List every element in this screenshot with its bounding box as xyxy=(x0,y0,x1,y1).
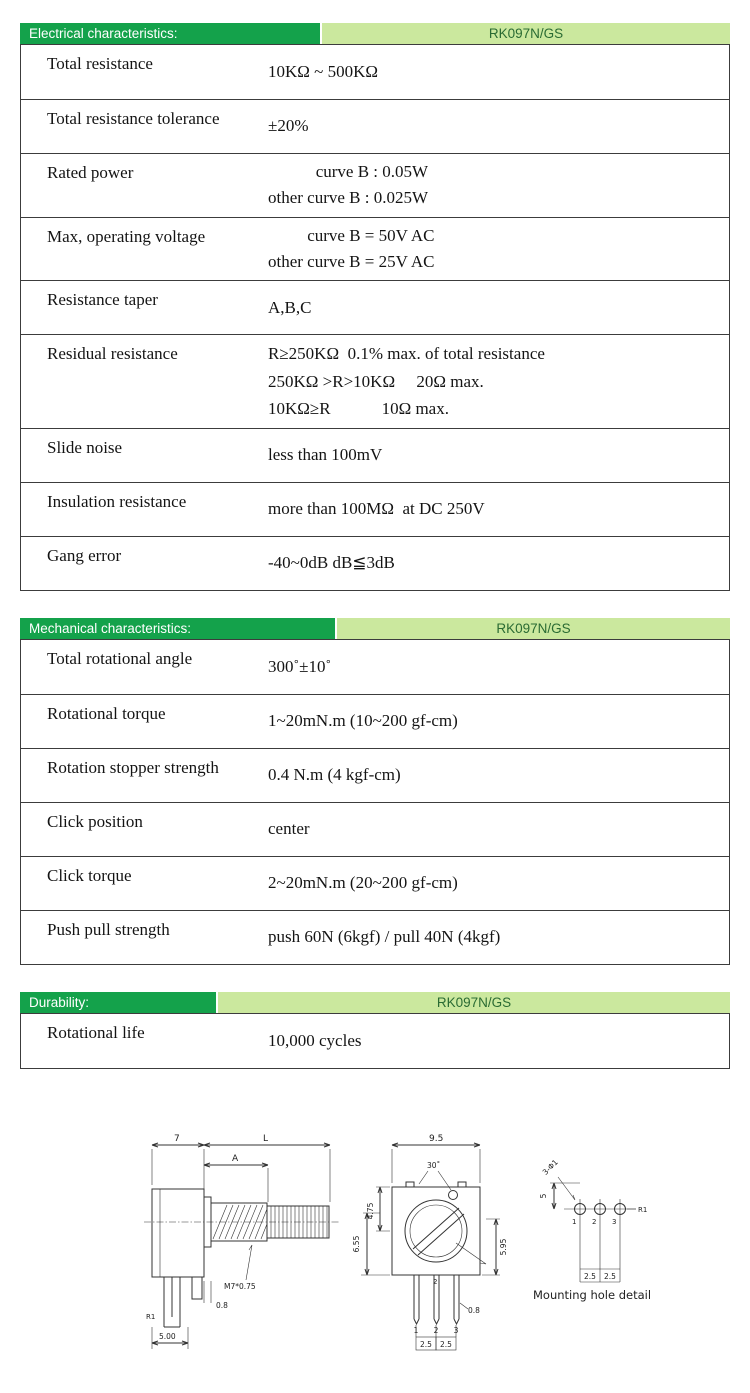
row-value-line: 10KΩ ~ 500KΩ xyxy=(268,61,379,81)
section-header xyxy=(20,992,730,1013)
row-label: Rotational life xyxy=(47,1022,145,1042)
row-value xyxy=(266,483,729,536)
mechanical-section xyxy=(20,618,730,965)
row-value-group xyxy=(268,442,382,468)
row-value xyxy=(266,335,729,428)
row-label: Rated power xyxy=(47,163,134,182)
row-label: Click position xyxy=(47,811,143,831)
row-label: Slide noise xyxy=(47,437,123,457)
table-row xyxy=(21,428,729,482)
pin-number-3-detail: 3 xyxy=(612,1217,617,1226)
pin-number-1-front: 1 xyxy=(413,1325,419,1335)
angle-label-30: 30˚ xyxy=(427,1160,441,1170)
pin-number-1-detail: 1 xyxy=(572,1217,577,1226)
row-value-line: 2~20mN.m (20~200 gf-cm) xyxy=(268,873,458,893)
r1-label-detail: R1 xyxy=(638,1205,648,1214)
row-value-group xyxy=(268,159,428,212)
row-label: Total resistance xyxy=(47,54,153,73)
section-title: Electrical characteristics: xyxy=(20,23,320,44)
row-label: Click torque xyxy=(47,865,132,885)
row-value xyxy=(266,911,729,964)
durability-section xyxy=(20,992,730,1069)
row-value-group xyxy=(268,550,395,576)
row-value-line: A,B,C xyxy=(268,297,312,317)
pin-number-2-detail: 2 xyxy=(592,1217,597,1226)
row-value-group xyxy=(268,340,545,423)
pitch-label-1-front: 2.5 xyxy=(420,1339,432,1349)
technical-drawing xyxy=(40,1121,750,1393)
row-value xyxy=(266,749,729,802)
row-label: Total resistance tolerance xyxy=(47,109,220,128)
side-view xyxy=(144,1134,340,1349)
row-value xyxy=(266,537,729,590)
row-label: Residual resistance xyxy=(47,344,178,364)
drawing-caption: Mounting hole detail xyxy=(533,1287,652,1302)
row-value-group xyxy=(268,708,458,734)
row-value-line: 10KΩ≥R 10Ω max. xyxy=(268,399,449,419)
row-label: Total rotational angle xyxy=(47,648,193,668)
row-value-group xyxy=(268,762,401,788)
row-value-line: other curve B = 25V AC xyxy=(268,252,435,272)
row-value-line: curve B : 0.05W xyxy=(315,162,429,181)
table-row xyxy=(21,334,729,428)
table-row xyxy=(21,802,729,856)
row-label: Push pull strength xyxy=(47,919,170,939)
dim-label-5-00: 5.00 xyxy=(159,1331,176,1341)
table-row xyxy=(21,153,729,217)
row-value-line: other curve B : 0.025W xyxy=(268,188,429,208)
row-value-group xyxy=(268,496,485,522)
table-row xyxy=(21,99,729,153)
row-value-group xyxy=(268,654,331,680)
product-code: RK097N/GS xyxy=(322,23,730,44)
row-value-group xyxy=(268,113,309,139)
row-value-line: 250KΩ >R>10KΩ 20Ω max. xyxy=(268,371,484,391)
dim-label-l: L xyxy=(263,1133,269,1144)
holes-label: 3-Φ1 xyxy=(540,1157,560,1177)
row-value-line: more than 100MΩ at DC 250V xyxy=(268,499,485,519)
dim-label-2: 2 xyxy=(433,1277,438,1286)
table-row xyxy=(21,1014,729,1068)
row-value-line: R≥250KΩ 0.1% max. of total resistance xyxy=(268,344,545,364)
row-value xyxy=(266,1014,729,1068)
row-label: Max, operating voltage xyxy=(47,226,206,246)
dim-label-9-5: 9.5 xyxy=(429,1133,444,1144)
row-value xyxy=(266,154,729,217)
row-value-line: curve B = 50V AC xyxy=(307,225,435,245)
row-value xyxy=(266,281,729,334)
row-value-line: -40~0dB dB≦3dB xyxy=(268,553,395,573)
row-value-line: push 60N (6kgf) / pull 40N (4kgf) xyxy=(268,927,501,947)
table-row xyxy=(21,748,729,802)
product-code: RK097N/GS xyxy=(218,992,730,1013)
dim-label-5-detail: 5 xyxy=(539,1193,548,1199)
row-label: Rotational torque xyxy=(47,703,166,723)
row-label: Rotation stopper strength xyxy=(47,757,219,777)
pin-number-3-front: 3 xyxy=(453,1325,459,1335)
electrical-section xyxy=(20,23,730,591)
row-value-group xyxy=(268,924,500,950)
section-title: Durability: xyxy=(20,992,216,1013)
row-value-group xyxy=(268,295,311,321)
row-value xyxy=(266,429,729,482)
table-row xyxy=(21,217,729,281)
pitch-label-2-front: 2.5 xyxy=(440,1339,452,1349)
section-header xyxy=(20,618,730,639)
pitch-label-1-detail: 2.5 xyxy=(584,1271,596,1281)
dim-label-7: 7 xyxy=(174,1133,180,1144)
row-value xyxy=(266,857,729,910)
table-row xyxy=(21,482,729,536)
row-value xyxy=(266,45,729,99)
dim-label-0-8-side: 0.8 xyxy=(216,1300,228,1310)
row-value-line: center xyxy=(268,819,310,839)
row-value-line: 0.4 N.m (4 kgf-cm) xyxy=(268,765,401,785)
table-row xyxy=(21,280,729,334)
row-label: Gang error xyxy=(47,545,122,565)
spec-table xyxy=(20,1013,730,1069)
dim-label-0-8-front: 0.8 xyxy=(468,1305,480,1315)
table-row xyxy=(21,45,729,99)
row-value-group xyxy=(268,59,378,85)
product-code: RK097N/GS xyxy=(337,618,730,639)
row-value-group xyxy=(268,1028,361,1054)
spec-table xyxy=(20,44,730,591)
row-value xyxy=(266,803,729,856)
row-value xyxy=(266,218,729,281)
dim-label-4-75: 4.75 xyxy=(366,1202,375,1220)
row-value-line: less than 100mV xyxy=(268,445,383,465)
row-value-line: 10,000 cycles xyxy=(268,1030,362,1050)
spec-table xyxy=(20,639,730,965)
section-title: Mechanical characteristics: xyxy=(20,618,335,639)
row-value-line: ±20% xyxy=(268,116,309,136)
row-value xyxy=(266,695,729,748)
table-row xyxy=(21,910,729,964)
dim-label-6-55: 6.55 xyxy=(352,1235,361,1253)
r1-label-side: R1 xyxy=(146,1312,156,1321)
row-value-group xyxy=(268,816,310,842)
row-label: Resistance taper xyxy=(47,290,158,310)
row-value-group xyxy=(268,870,458,896)
thread-spec-label: M7*0.75 xyxy=(224,1281,256,1291)
table-row xyxy=(21,640,729,694)
pitch-label-2-detail: 2.5 xyxy=(604,1271,616,1281)
pin-number-2-front: 2 xyxy=(433,1325,439,1335)
row-label: Insulation resistance xyxy=(47,491,187,511)
row-value-group xyxy=(268,223,435,276)
section-header xyxy=(20,23,730,44)
table-row xyxy=(21,536,729,590)
dim-label-a: A xyxy=(232,1153,239,1164)
row-value-line: 1~20mN.m (10~200 gf-cm) xyxy=(268,711,458,731)
row-value-line: 300˚±10˚ xyxy=(268,656,332,676)
dim-label-5-95: 5.95 xyxy=(499,1238,508,1256)
mounting-hole-detail xyxy=(533,1157,651,1302)
front-view xyxy=(352,1134,508,1350)
table-row xyxy=(21,856,729,910)
row-value xyxy=(266,100,729,153)
row-value xyxy=(266,640,729,694)
table-row xyxy=(21,694,729,748)
